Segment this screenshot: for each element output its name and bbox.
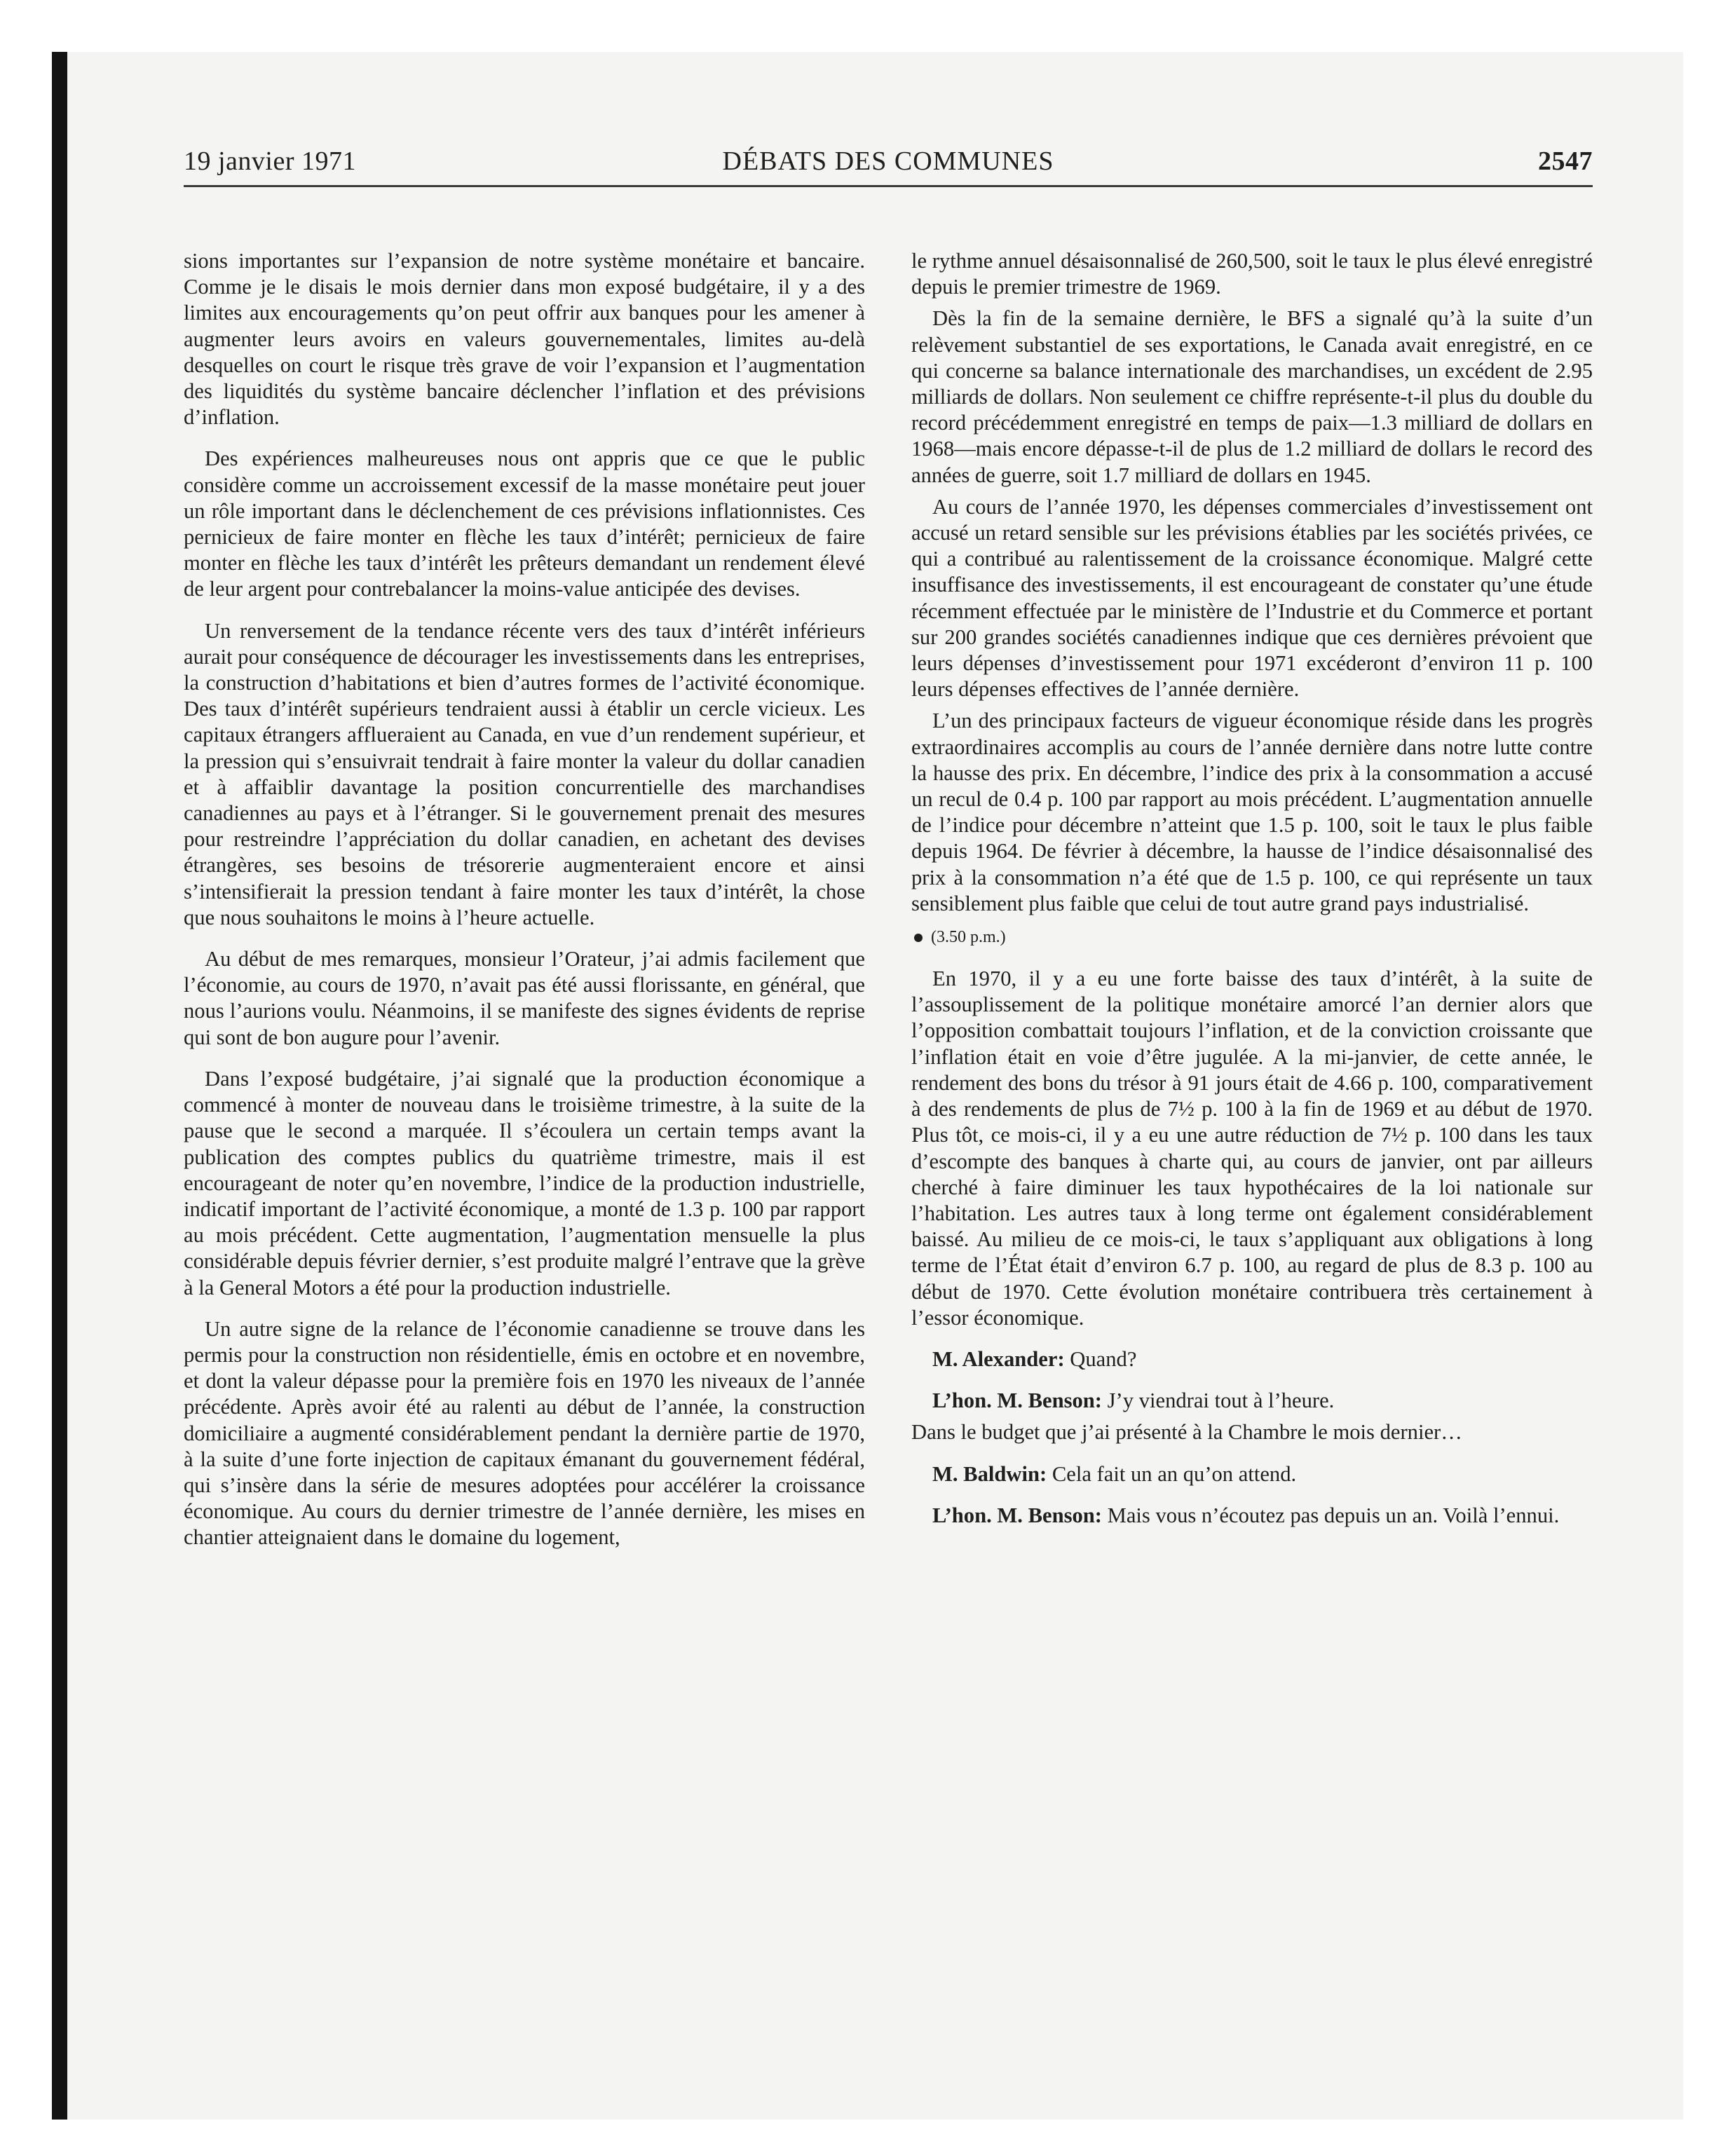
speaker-name: M. Alexander:: [932, 1346, 1065, 1371]
paragraph: Dès la fin de la semaine dernière, le BFS a signalé qu’à la suite d’un relèvement substantiel de ses exportations, le Canada avait enregistré, en ce qui concerne sa balance internationale des marchandises, un excédent de 2.95 milliards de dollars. Non seulement ce chiffre représente-t-il plus du double du record précédemment enregistré en temps de paix—1.3 milliard de dollars en 1968—mais encore dépasse-t-il de plus de 1.2 milliard de dollars le record des années de guerre, soit 1.7 milliard de dollars en 1945.: [911, 306, 1593, 487]
left-column: [184, 248, 865, 1567]
paragraph: Un renversement de la tendance récente vers des taux d’intérêt inférieurs aurait pour conséquence de décourager les investissements dans les entreprises, la construction d’habitations et bien d’autres formes de l’activité économique. Des taux d’intérêt supérieurs tendraient aussi à établir un cercle vicieux. Les capitaux étrangers afflueraient au Canada, en vue d’un rendement supérieur, et la pression qui s’ensuivrait tendrait à faire monter la valeur du dollar canadien et à affaiblir davantage la position concurrentielle des marchandises canadiennes au pays et à l’étranger. Si le gouvernement prenait des mesures pour restreindre l’appréciation du dollar canadien, en achetant des devises étrangères, ses besoins de trésorerie augmenteraient encore et ainsi s’intensifierait la pression tendant à faire monter les taux d’intérêt, la chose que nous souhaitons le moins à l’heure actuelle.: [184, 618, 865, 929]
paragraph: En 1970, il y a eu une forte baisse des taux d’intérêt, à la suite de l’assouplissement de la politique monétaire amorcé l’an dernier alors que l’opposition combattait toujours l’inflation, et de la conviction croissante que l’inflation était en voie d’être jugulée. A la mi-janvier, de cette année, le rendement des bons du trésor à 91 jours était de 4.66 p. 100, comparativement à des rendements de plus de 7½ p. 100 à la fin de 1969 et au début de 1970. Plus tôt, ce mois-ci, il y a eu une autre réduction de 7½ p. 100 dans les taux d’escompte des banques à charte qui, au cours de janvier, ont par ailleurs cherché à faire diminuer les taux hypothécaires de la loi nationale sur l’habitation. Les autres taux à long terme ont également considérablement baissé. Au milieu de ce mois-ci, le taux s’appliquant aux obligations à long terme de l’État était d’environ 6.7 p. 100, au regard de plus de 8.3 p. 100 au début de 1970. Cette évolution monétaire contribuera très certainement à l’essor économique.: [911, 967, 1593, 1330]
paragraph: Dans l’exposé budgétaire, j’ai signalé que la production économique a commencé à monter de nouveau dans le troisième trimestre, à la suite de la pause que le second a marquée. Il s’écoulera un certain temps avant la publication des comptes publics du quatrième trimestre, mais il est encourageant de noter qu’en novembre, l’indice de la production industrielle, indicatif important de l’activité économique, a monté de 1.3 p. 100 par rapport au mois précédent. Cette augmentation, l’augmentation mensuelle la plus considérable depuis février dernier, s’est produite malgré l’entrave que la grève à la General Motors a été pour la production industrielle.: [184, 1066, 865, 1299]
speech-continuation: Dans le budget que j’ai présenté à la Chambre le mois dernier…: [911, 1420, 1462, 1445]
paragraph: L’un des principaux facteurs de vigueur économique réside dans les progrès extraordinaires accomplis au cours de l’année dernière dans notre lutte contre la hausse des prix. En décembre, l’indice des prix à la consommation a accusé un recul de 0.4 p. 100 par rapport au mois précédent. L’augmentation annuelle de l’indice pour décembre n’atteint que 1.5 p. 100, soit le taux le plus faible depuis 1964. De février à décembre, la hausse de l’indice désaisonnalisé des prix à la consommation n’a été que de 1.5 p. 100, ce qui représente un taux sensiblement plus faible que celui de tout autre grand pays industrialisé.: [911, 709, 1593, 915]
speech: [911, 1346, 1593, 1372]
paragraph: Au cours de l’année 1970, les dépenses commerciales d’investissement ont accusé un retard sensible sur les prévisions établies par les sociétés privées, ce qui a contribué au ralentissement de la croissance économique. Malgré cette insuffisance des investissements, il est encourageant de constater qu’une étude récemment effectuée par le ministère de l’Industrie et du Commerce et portant sur 200 grandes sociétés canadiennes indique que ces dernières prévoient que leurs dépenses d’investissement pour 1971 excéderont d’environ 11 p. 100 leurs dépenses effectives de l’année dernière.: [911, 494, 1593, 702]
speech-text: Cela fait un an qu’on attend.: [1047, 1461, 1297, 1486]
speech: [911, 1461, 1593, 1487]
paragraph: Au début de mes remarques, monsieur l’Orateur, j’ai admis facilement que l’économie, au cours de 1970, n’avait pas été aussi florissante, en général, que nous l’aurions voulu. Néanmoins, il se manifeste des signes évidents de reprise qui sont de bon augure pour l’avenir.: [184, 947, 865, 1049]
publication-title: DÉBATS DES COMMUNES: [722, 146, 1054, 176]
paragraph: le rythme annuel désaisonnalisé de 260,500, soit le taux le plus élevé enregistré depuis le premier trimestre de 1969.: [911, 249, 1593, 299]
page-number: 2547: [1538, 146, 1593, 176]
speaker-name: L’hon. M. Benson:: [932, 1503, 1102, 1527]
scan-border: [52, 52, 67, 2120]
time-stamp: [911, 927, 1593, 948]
speech-text: J’y viendrai tout à l’heure.: [1102, 1389, 1335, 1413]
speech-text: Quand?: [1064, 1346, 1137, 1371]
speech-text: Mais vous n’écoutez pas depuis un an. Voilà l’ennui.: [1102, 1503, 1560, 1527]
paragraph: sions importantes sur l’expansion de notre système monétaire et bancaire. Comme je le disais le mois dernier dans mon exposé budgétaire, il y a des limites aux encouragements qu’on peut offrir aux banques pour les amener à augmenter leurs avoirs en valeurs gouvernementales, limites au-delà desquelles on court le risque très grave de voir l’expansion et l’augmentation des liquidités du système bancaire déclencher l’inflation et des prévisions d’inflation.: [184, 249, 865, 430]
header-date: 19 janvier 1971: [184, 146, 357, 176]
right-column: [911, 248, 1593, 1544]
speech: [911, 1503, 1593, 1529]
paragraph: Un autre signe de la relance de l’économie canadienne se trouve dans les permis pour la construction non résidentielle, émis en octobre et en novembre, et dont la valeur dépasse pour la première fois en 1970 les niveaux de l’année précédente. Après avoir été au ralenti au début de l’année, la construction domiciliaire a augmenté considérablement pendant la dernière partie de 1970, à la suite d’une forte injection de capitaux émanant du gouvernement fédéral, qui s’insère dans la série de mesures adoptées pour accélérer la croissance économique. Au cours du dernier trimestre de l’année dernière, les mises en chantier atteignaient dans le domaine du logement,: [184, 1316, 865, 1550]
running-header: [184, 146, 1593, 184]
speaker-name: L’hon. M. Benson:: [932, 1389, 1102, 1413]
paragraph: Des expériences malheureuses nous ont appris que ce que le public considère comme un accroissement excessif de la masse monétaire peut jouer un rôle important dans le déclenchement de ces prévisions inflationnistes. Ces pernicieux de faire monter en flèche les taux d’intérêt; pernicieux de faire monter en flèche les taux d’intérêt les prêteurs demandant un rendement élevé de leur argent pour contrebalancer la moins-value anticipée des devises.: [184, 446, 865, 601]
speech: [911, 1388, 1593, 1414]
time-stamp-text: (3.50 p.m.): [931, 928, 1006, 947]
header-rule: [184, 185, 1593, 187]
bullet-icon: [914, 934, 923, 942]
speaker-name: M. Baldwin:: [932, 1461, 1047, 1486]
